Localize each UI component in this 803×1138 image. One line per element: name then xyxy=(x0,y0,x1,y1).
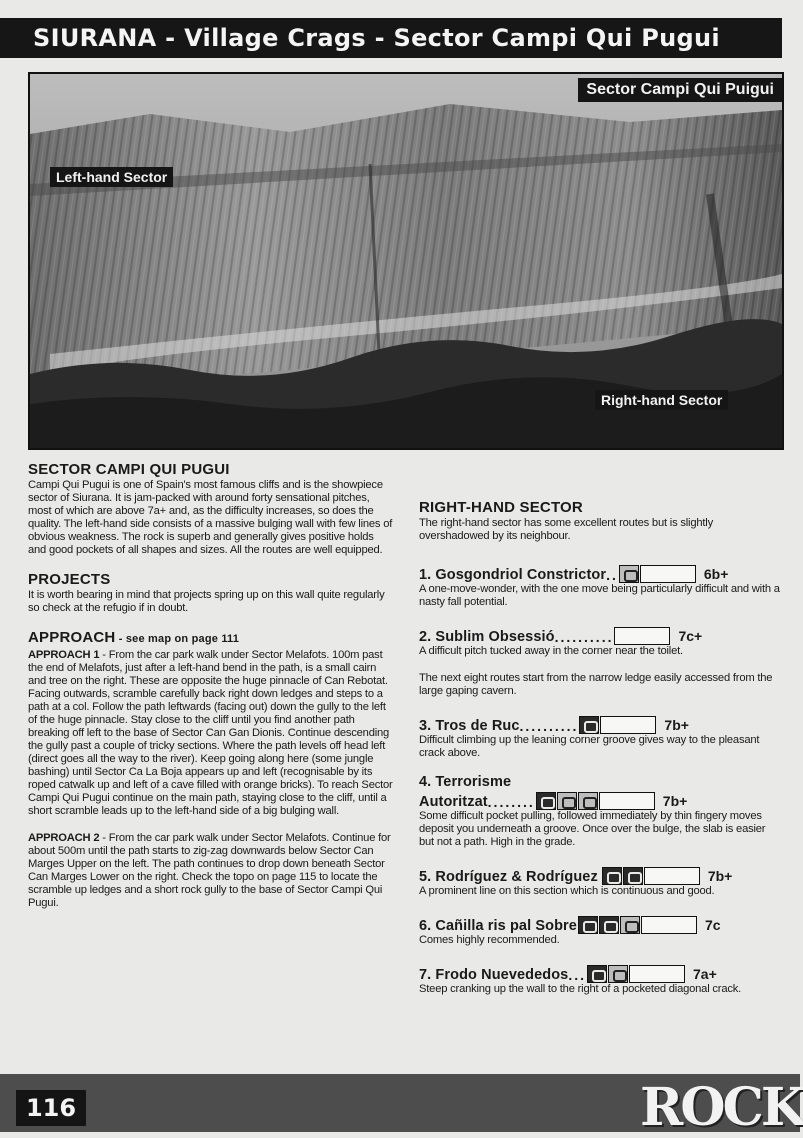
route-item xyxy=(419,774,781,849)
route-name: 6. Cañilla ris pal Sobre xyxy=(419,918,577,934)
tick-box xyxy=(644,867,700,885)
technical-icon xyxy=(579,716,599,734)
route-name: 5. Rodríguez & Rodríguez xyxy=(419,869,598,885)
tick-box xyxy=(640,565,696,583)
route-header xyxy=(419,561,781,583)
route-grade: 7b+ xyxy=(707,868,733,884)
route-description: A difficult pitch tucked away in the corner near the toilet. xyxy=(419,645,683,657)
route-item xyxy=(419,623,781,658)
tick-box xyxy=(600,716,656,734)
route-dots: ... xyxy=(568,967,587,983)
pumpy-icon xyxy=(608,965,628,983)
tick-box xyxy=(614,627,670,645)
route-grade: 7b+ xyxy=(662,793,688,809)
page-number: 116 xyxy=(16,1090,86,1126)
powerful-icon xyxy=(623,867,643,885)
route-icons xyxy=(579,716,599,734)
route-description: Comes highly recommended. xyxy=(419,934,560,946)
technical-icon xyxy=(602,867,622,885)
right-hand-heading: RIGHT-HAND SECTOR xyxy=(419,499,583,516)
approach-1-body: - From the car park walk under Sector Melafots. 100m past the end of Melafots, just after a left-hand bend in the path, is a small cairn and tree on the right. These are opposite the huge pinnacle of Can Rebotat. Facing outwards, scramble carefully back right down ledges and steps to a path at a col. Follow the path leftwards (facing out) down the gully to the left of the huge pinnacle. Stay close to the cliff until you find another path breaking off left to the base of Sector Can Gan Dionis. Continue descending the gully past a couple of tricky sections. Where the path levels off head left (direct goes all the way to the river). Keep going along here (some jungle bashing) until Sector Ca La Boja appears up and left (recognisable by its roped catwalk up and left of a cave filled with orange bricks). To reach Sector Campi Qui Pugui continue on the main path, staying close to the cliff, until a short scramble leads up to the left-hand side of a big bulging wall. xyxy=(28,649,393,817)
photo-label-sector: Sector Campi Qui Puigui xyxy=(578,78,782,102)
fingery-icon xyxy=(620,916,640,934)
route-icons xyxy=(619,565,639,583)
photo-label-left-hand: Left-hand Sector xyxy=(50,167,173,187)
tick-box xyxy=(641,916,697,934)
route-name-line1: 4. Terrorisme xyxy=(419,774,512,790)
logo-text: ROCK xyxy=(640,1077,803,1138)
route-grade: 7c xyxy=(704,917,721,933)
technical-icon xyxy=(587,965,607,983)
route-dots: .. xyxy=(606,567,618,583)
route-item xyxy=(419,961,781,996)
route-header xyxy=(419,863,781,885)
route-grade: 7c+ xyxy=(678,628,703,644)
route-description: Steep cranking up the wall to the right of a pocketed diagonal crack. xyxy=(419,983,742,995)
route-description: A one-move-wonder, with the one move being particularly difficult and with a nasty fall potential. xyxy=(419,583,780,608)
route-name: 7. Frodo Nuevededos xyxy=(419,967,569,983)
rockfax-logo xyxy=(640,1077,803,1138)
route-item xyxy=(419,561,781,609)
projects-heading: PROJECTS xyxy=(28,571,111,588)
route-description: Difficult climbing up the leaning corner groove gives way to the pleasant crack above. xyxy=(419,734,760,759)
route-item xyxy=(419,712,781,760)
route-grade: 6b+ xyxy=(703,566,729,582)
fingery-icon xyxy=(557,792,577,810)
route-grade: 7b+ xyxy=(664,717,689,733)
route-dots: .......... xyxy=(519,718,579,734)
right-column xyxy=(419,499,781,1010)
route-name: 3. Tros de Ruc xyxy=(419,718,520,734)
route-description: Some difficult pocket pulling, followed immediately by thin fingery moves deposit you underneath a groove. Once over the bulge, the slab is easier but not a path. High in the grade. xyxy=(419,810,766,848)
route-description: A prominent line on this section which is continuous and good. xyxy=(419,885,715,897)
route-header xyxy=(419,912,781,934)
photo-label-right-hand: Right-hand Sector xyxy=(595,390,728,410)
approach-1-text xyxy=(28,649,394,818)
route-item xyxy=(419,863,781,898)
approach-heading-map-ref: - see map on page 111 xyxy=(115,633,240,645)
approach-heading-title: APPROACH xyxy=(28,629,116,646)
approach-2-label: APPROACH 2 xyxy=(28,832,100,844)
technical-icon xyxy=(578,916,598,934)
route-icons xyxy=(602,867,643,885)
route-icons xyxy=(578,916,640,934)
ledge-note: The next eight routes start from the narrow ledge easily accessed from the large gaping cavern. xyxy=(419,672,773,697)
page-title: SIURANA - Village Crags - Sector Campi Qui Pugui xyxy=(33,24,720,52)
route-icons xyxy=(587,965,628,983)
route-icons xyxy=(536,792,598,810)
route-dots: .......... xyxy=(554,629,614,645)
route-header xyxy=(419,774,781,810)
route-header xyxy=(419,623,781,645)
intro-text: Campi Qui Pugui is one of Spain's most famous cliffs and is the showpiece sector of Siurana. It is jam-packed with around forty sensational pitches, most of which are above 7a+ and, as the difficulty increases, so does the quality. The left-hand side consists of a massive bulging wall with few lines of obvious weakness. The rock is superb and generally gives positive holds and good pockets of all shapes and sizes. All the routes are well equipped. xyxy=(28,479,393,556)
crag-photo xyxy=(28,72,784,450)
approach-heading xyxy=(28,629,394,648)
left-column xyxy=(28,461,394,924)
pumpy-icon xyxy=(578,792,598,810)
route-name-line2: Autoritzat xyxy=(419,794,488,810)
technical-icon xyxy=(536,792,556,810)
approach-2-body: - From the car park walk under Sector Melafots. Continue for about 500m until the path starts to zig-zag downwards below Sector Can Marges Upper on the left. The path continues to drop down beneath Sector Can Marges Lower on the right. Check the topo on page 115 to locate the scramble up ledges and a short rock gully to the base of Sector Campi Qui Pugui. xyxy=(28,832,391,909)
route-grade: 7a+ xyxy=(693,966,717,982)
intro-heading: SECTOR CAMPI QUI PUGUI xyxy=(28,461,230,478)
crimp-icon xyxy=(619,565,639,583)
route-name-line2-row xyxy=(419,790,781,810)
approach-1-label: APPROACH 1 xyxy=(28,649,100,661)
route-dots: ........ xyxy=(487,794,535,810)
tick-box xyxy=(599,792,655,810)
page-header xyxy=(0,18,800,58)
right-hand-intro: The right-hand sector has some excellent routes but is slightly overshadowed by its neighbour. xyxy=(419,517,713,542)
route-name: 2. Sublim Obsessió xyxy=(419,629,555,645)
projects-text: It is worth bearing in mind that projects spring up on this wall quite regularly so check at the refugio if in doubt. xyxy=(28,589,385,614)
route-header xyxy=(419,961,781,983)
tick-box xyxy=(629,965,685,983)
powerful-icon xyxy=(599,916,619,934)
route-item xyxy=(419,912,781,947)
route-header xyxy=(419,712,781,734)
approach-2-text xyxy=(28,832,394,910)
route-name: 1. Gosgondriol Constrictor xyxy=(419,567,607,583)
